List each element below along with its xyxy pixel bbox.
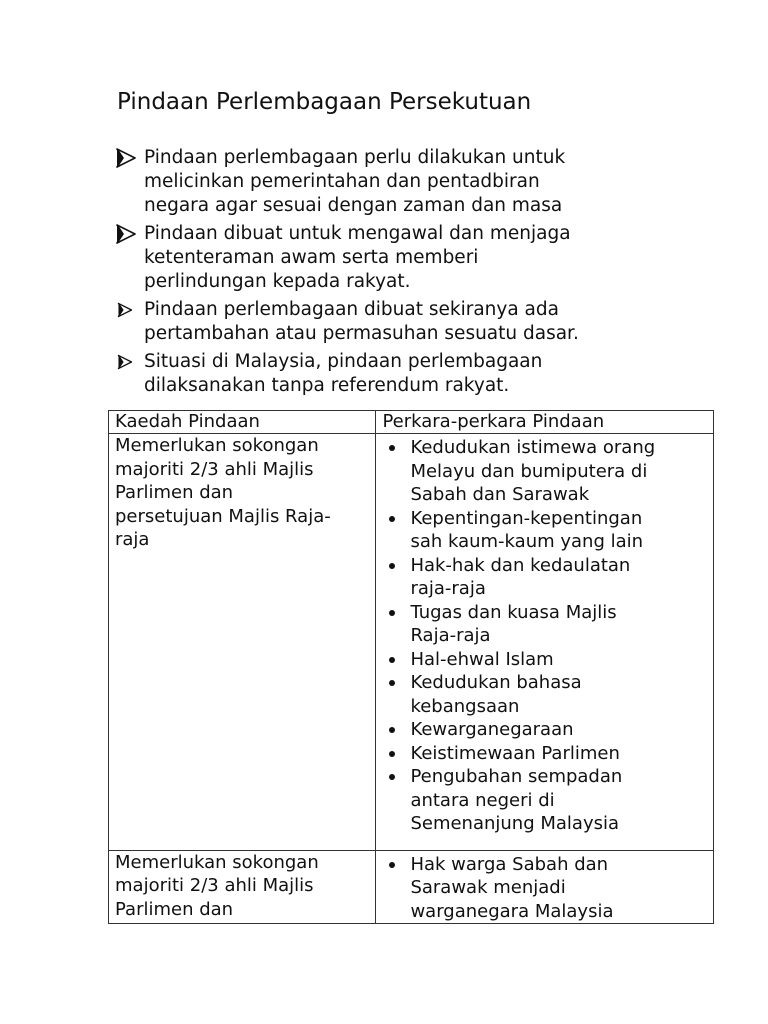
- item-line: Pengubahan sempadan: [410, 766, 623, 787]
- header-matters: Perkara-perkara Pindaan: [376, 411, 714, 434]
- item-line: Sarawak menjadi: [410, 877, 566, 898]
- intro-bullet-list: [115, 146, 675, 398]
- arrow-bullet-icon: [117, 302, 133, 318]
- method-cell: [109, 850, 376, 924]
- bullet-dot-icon: [389, 445, 395, 451]
- item-line: Hak warga Sabah dan: [410, 853, 609, 875]
- item-line: Sabah dan Sarawak: [410, 484, 590, 505]
- intro-bullet-1: [115, 146, 675, 218]
- bullet-line: pertambahan atau permasuhan sesuatu dasar.: [144, 323, 579, 344]
- bullet-dot-icon: [389, 751, 395, 757]
- bullet-dot-icon: [389, 657, 395, 663]
- arrow-bullet-icon: [117, 354, 133, 370]
- matters-list: [382, 851, 707, 924]
- bullet-line: Situasi di Malaysia, pindaan perlembagaan: [144, 351, 543, 372]
- item-line: Kepentingan-kepentingan: [410, 507, 643, 529]
- bullet-line: ketenteraman awam serta memberi: [144, 247, 479, 268]
- intro-bullet-3: [115, 298, 675, 346]
- list-item: [382, 853, 707, 924]
- table-row: [109, 434, 714, 851]
- item-line: raja-raja: [410, 578, 486, 599]
- intro-bullet-4: [115, 350, 675, 398]
- item-line: antara negeri di: [410, 789, 555, 811]
- bullet-dot-icon: [389, 774, 395, 780]
- list-item: [382, 436, 707, 507]
- item-line: sah kaum-kaum yang lain: [410, 531, 644, 552]
- method-line: raja: [115, 529, 150, 550]
- list-item: [382, 765, 707, 836]
- bullet-dot-icon: [389, 862, 395, 868]
- bullet-dot-icon: [389, 727, 395, 733]
- method-line: Parlimen dan: [115, 482, 234, 503]
- list-item: [382, 601, 707, 648]
- item-line: Kewarganegaraan: [410, 719, 574, 740]
- arrow-bullet-icon: [115, 223, 137, 245]
- method-cell: [109, 434, 376, 851]
- method-line: Memerlukan sokongan: [115, 851, 319, 873]
- item-line: Hal-ehwal Islam: [410, 648, 554, 670]
- item-line: warganegara Malaysia: [410, 900, 614, 922]
- list-item: [382, 671, 707, 718]
- matters-cell: [376, 434, 714, 851]
- item-line: Tugas dan kuasa Majlis: [410, 601, 617, 623]
- list-item: [382, 648, 707, 672]
- bullet-dot-icon: [389, 516, 395, 522]
- method-line: Parlimen dan: [115, 898, 234, 920]
- item-line: Kedudukan bahasa: [410, 672, 582, 693]
- bullet-line: Pindaan perlembagaan dibuat sekiranya ada: [144, 299, 559, 320]
- item-line: Kedudukan istimewa orang: [410, 437, 656, 458]
- item-line: Raja-raja: [410, 625, 491, 646]
- bullet-line: perlindungan kepada rakyat.: [144, 271, 411, 292]
- list-item: [382, 554, 707, 601]
- item-line: Keistimewaan Parlimen: [410, 742, 620, 764]
- intro-bullet-2: [115, 222, 675, 294]
- amendment-table: [108, 410, 714, 924]
- matters-cell: [376, 850, 714, 924]
- bullet-line: Pindaan dibuat untuk mengawal dan menjaga: [144, 223, 571, 244]
- item-line: Hak-hak dan kedaulatan: [410, 554, 631, 576]
- bullet-dot-icon: [389, 610, 395, 616]
- bullet-line: Pindaan perlembagaan perlu dilakukan untuk: [144, 147, 566, 168]
- bullet-line: negara agar sesuai dengan zaman dan masa: [144, 195, 563, 216]
- bullet-dot-icon: [389, 680, 395, 686]
- item-line: Semenanjung Malaysia: [410, 813, 620, 834]
- list-item: [382, 742, 707, 766]
- list-item: [382, 507, 707, 554]
- method-line: Memerlukan sokongan: [115, 435, 319, 456]
- list-item: [382, 718, 707, 742]
- table-row: [109, 850, 714, 924]
- header-method: Kaedah Pindaan: [109, 411, 376, 434]
- arrow-bullet-icon: [115, 147, 137, 169]
- item-line: Melayu dan bumiputera di: [410, 460, 648, 482]
- method-line: majoriti 2/3 ahli Majlis: [115, 458, 314, 480]
- method-line: majoriti 2/3 ahli Majlis: [115, 875, 314, 896]
- matters-list: [382, 434, 707, 850]
- method-line: persetujuan Majlis Raja-: [115, 505, 331, 527]
- bullet-line: melicinkan pemerintahan dan pentadbiran: [144, 171, 540, 192]
- bullet-line: dilaksanakan tanpa referendum rakyat.: [144, 375, 510, 396]
- page-title: Pindaan Perlembagaan Persekutuan: [117, 89, 532, 115]
- bullet-dot-icon: [389, 563, 395, 569]
- item-line: kebangsaan: [410, 695, 520, 717]
- table-header-row: [109, 411, 714, 434]
